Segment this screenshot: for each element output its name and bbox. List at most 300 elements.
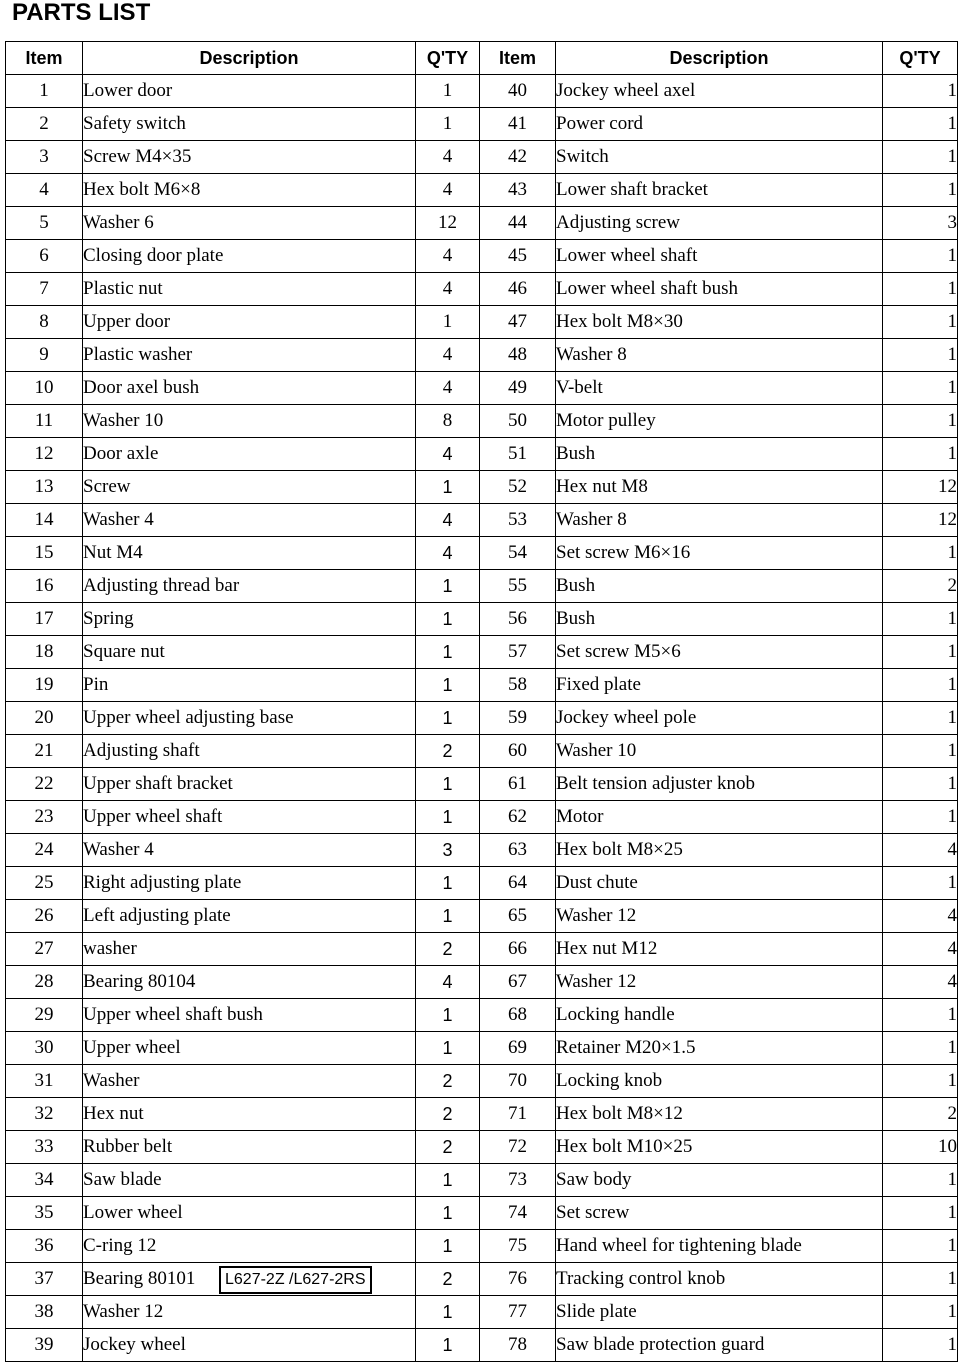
item-qty-text: 2 xyxy=(947,575,957,596)
table-row xyxy=(6,306,958,339)
item-qty-text: 2 xyxy=(442,740,453,761)
item-description xyxy=(83,900,416,933)
item-description xyxy=(556,570,883,603)
table-row xyxy=(6,174,958,207)
table-row xyxy=(6,735,958,768)
item-qty-text: 1 xyxy=(947,1301,957,1322)
item-description xyxy=(83,1296,416,1329)
item-description xyxy=(83,801,416,834)
item-description-text: Upper wheel shaft xyxy=(83,806,223,827)
item-qty-text: 1 xyxy=(947,1235,957,1256)
item-qty-text: 4 xyxy=(442,146,453,167)
item-description xyxy=(83,1032,416,1065)
item-qty xyxy=(416,141,480,174)
table-row xyxy=(6,603,958,636)
item-description-text: Lower door xyxy=(83,80,173,101)
item-qty-text: 1 xyxy=(947,542,957,563)
item-description-text: Set screw M5×6 xyxy=(556,641,681,662)
item-number xyxy=(6,801,83,834)
item-qty-text: 1 xyxy=(947,872,957,893)
item-description xyxy=(556,933,883,966)
item-qty-text: 4 xyxy=(442,542,453,563)
item-description xyxy=(556,207,883,240)
item-number-text: 36 xyxy=(34,1235,54,1256)
item-qty xyxy=(416,603,480,636)
table-row xyxy=(6,999,958,1032)
item-description-text: Plastic washer xyxy=(83,344,193,365)
item-description-text: Washer 4 xyxy=(83,839,154,860)
table-row xyxy=(6,570,958,603)
item-description-text: Switch xyxy=(556,146,609,167)
item-description xyxy=(83,405,416,438)
item-qty-text: 12 xyxy=(438,212,457,233)
item-number xyxy=(480,75,556,108)
item-qty xyxy=(883,306,958,339)
item-number-text: 70 xyxy=(508,1070,527,1091)
item-number xyxy=(480,636,556,669)
item-description-text: Door axel bush xyxy=(83,377,200,398)
item-qty xyxy=(883,933,958,966)
item-qty xyxy=(416,636,480,669)
item-number-text: 26 xyxy=(34,905,54,926)
item-number-text: 43 xyxy=(508,179,527,200)
item-qty-text: 8 xyxy=(442,410,453,431)
item-description-text: Upper shaft bracket xyxy=(83,773,233,794)
item-qty-text: 3 xyxy=(442,839,453,860)
item-number-text: 68 xyxy=(508,1004,527,1025)
item-description xyxy=(556,1263,883,1296)
item-number xyxy=(480,1230,556,1263)
item-number-text: 2 xyxy=(39,113,49,134)
item-description xyxy=(556,1065,883,1098)
item-qty xyxy=(416,1197,480,1230)
item-description-text: Adjusting shaft xyxy=(83,740,200,761)
item-description xyxy=(556,768,883,801)
item-description xyxy=(556,1230,883,1263)
item-number-text: 48 xyxy=(508,344,527,365)
item-number xyxy=(480,1263,556,1296)
item-number xyxy=(480,306,556,339)
item-qty-text: 1 xyxy=(947,1004,957,1025)
item-number xyxy=(480,1197,556,1230)
item-qty xyxy=(416,372,480,405)
item-qty xyxy=(416,900,480,933)
item-number xyxy=(6,636,83,669)
item-qty xyxy=(416,1263,480,1296)
item-description-text: Saw body xyxy=(556,1169,632,1190)
item-qty xyxy=(883,1032,958,1065)
item-description-text: Jockey wheel pole xyxy=(556,707,697,728)
item-description xyxy=(83,570,416,603)
item-number-text: 62 xyxy=(508,806,527,827)
item-description-text: Adjusting thread bar xyxy=(83,575,240,596)
item-qty-text: 4 xyxy=(442,278,453,299)
item-number-text: 25 xyxy=(34,872,54,893)
item-description xyxy=(556,240,883,273)
item-qty xyxy=(883,900,958,933)
item-qty xyxy=(883,405,958,438)
table-row xyxy=(6,405,958,438)
item-number xyxy=(6,1131,83,1164)
item-qty xyxy=(883,603,958,636)
item-number-text: 45 xyxy=(508,245,527,266)
item-description-text: Hand wheel for tightening blade xyxy=(556,1235,802,1256)
item-description-text: Tracking control knob xyxy=(556,1268,726,1289)
item-number xyxy=(6,1098,83,1131)
item-number xyxy=(480,339,556,372)
item-description xyxy=(556,636,883,669)
item-qty-text: 1 xyxy=(947,245,957,266)
item-description xyxy=(83,768,416,801)
item-description xyxy=(83,669,416,702)
item-description xyxy=(556,1098,883,1131)
item-description xyxy=(83,1329,416,1362)
item-qty xyxy=(416,669,480,702)
item-number xyxy=(6,933,83,966)
item-description-text: Plastic nut xyxy=(83,278,163,299)
item-description xyxy=(556,900,883,933)
item-number xyxy=(6,339,83,372)
item-number xyxy=(480,537,556,570)
item-qty-text: 1 xyxy=(442,806,453,827)
item-number-text: 66 xyxy=(508,938,527,959)
item-number-text: 49 xyxy=(508,377,527,398)
item-qty-text: 1 xyxy=(947,707,957,728)
item-qty-text: 3 xyxy=(947,212,957,233)
item-qty-text: 2 xyxy=(442,1136,453,1157)
table-row xyxy=(6,1032,958,1065)
item-number xyxy=(6,1164,83,1197)
item-qty-text: 1 xyxy=(442,1301,453,1322)
item-description-text: Set screw xyxy=(556,1202,630,1223)
item-qty-text: 4 xyxy=(442,377,453,398)
item-description xyxy=(83,966,416,999)
item-qty xyxy=(883,141,958,174)
item-description-text: Washer xyxy=(83,1070,140,1091)
item-qty xyxy=(883,735,958,768)
item-description xyxy=(83,1164,416,1197)
item-description xyxy=(556,1329,883,1362)
item-qty xyxy=(883,702,958,735)
item-number xyxy=(480,966,556,999)
item-description xyxy=(556,867,883,900)
item-qty xyxy=(416,735,480,768)
item-description-text: washer xyxy=(83,938,137,959)
item-qty-text: 1 xyxy=(947,1334,957,1355)
item-number-text: 5 xyxy=(39,212,49,233)
item-number xyxy=(480,999,556,1032)
item-number-text: 51 xyxy=(508,443,527,464)
item-number xyxy=(480,438,556,471)
item-qty-text: 1 xyxy=(947,278,957,299)
item-description xyxy=(83,867,416,900)
table-row xyxy=(6,273,958,306)
item-number-text: 74 xyxy=(508,1202,527,1223)
item-number-text: 58 xyxy=(508,674,527,695)
item-number xyxy=(480,933,556,966)
item-number xyxy=(6,141,83,174)
item-number xyxy=(480,702,556,735)
item-description xyxy=(556,1131,883,1164)
item-qty-text: 4 xyxy=(947,905,957,926)
header-item: Item xyxy=(480,42,556,75)
item-number-text: 78 xyxy=(508,1334,527,1355)
item-number xyxy=(6,504,83,537)
item-number xyxy=(6,1230,83,1263)
table-row xyxy=(6,537,958,570)
item-description-text: Hex nut xyxy=(83,1103,144,1124)
table-row xyxy=(6,504,958,537)
item-number xyxy=(6,867,83,900)
item-description xyxy=(83,537,416,570)
item-description-text: C-ring 12 xyxy=(83,1235,157,1256)
item-description-text: Saw blade protection guard xyxy=(556,1334,765,1355)
item-description-text: Square nut xyxy=(83,641,165,662)
item-number xyxy=(480,1065,556,1098)
item-qty xyxy=(416,1065,480,1098)
item-number xyxy=(480,1032,556,1065)
item-qty-text: 1 xyxy=(442,80,453,101)
table-row xyxy=(6,1296,958,1329)
item-number-text: 14 xyxy=(34,509,54,530)
table-row xyxy=(6,834,958,867)
item-number xyxy=(6,405,83,438)
item-description xyxy=(83,636,416,669)
item-qty xyxy=(416,75,480,108)
item-description-text: Right adjusting plate xyxy=(83,872,242,893)
item-number-text: 46 xyxy=(508,278,527,299)
item-number xyxy=(480,504,556,537)
item-number-text: 40 xyxy=(508,80,527,101)
item-number-text: 21 xyxy=(34,740,54,761)
item-description-text: Lower wheel shaft xyxy=(556,245,698,266)
item-number-text: 3 xyxy=(39,146,49,167)
item-qty-text: 1 xyxy=(947,410,957,431)
item-qty xyxy=(416,1296,480,1329)
item-qty xyxy=(883,999,958,1032)
item-description xyxy=(83,75,416,108)
item-qty xyxy=(883,372,958,405)
item-description-text: Hex bolt M8×12 xyxy=(556,1103,683,1124)
item-qty xyxy=(883,438,958,471)
item-description-text: Fixed plate xyxy=(556,674,641,695)
item-qty-text: 4 xyxy=(947,971,957,992)
item-number-text: 76 xyxy=(508,1268,527,1289)
item-qty xyxy=(883,339,958,372)
item-description xyxy=(83,735,416,768)
item-qty xyxy=(883,1098,958,1131)
item-number xyxy=(480,1131,556,1164)
item-number-text: 67 xyxy=(508,971,527,992)
item-number-text: 20 xyxy=(34,707,54,728)
item-qty xyxy=(883,537,958,570)
table-row xyxy=(6,801,958,834)
item-description-text: Power cord xyxy=(556,113,644,134)
item-description-text: V-belt xyxy=(556,377,603,398)
item-description-text: Upper door xyxy=(83,311,171,332)
parts-table xyxy=(5,41,958,1362)
item-qty xyxy=(883,1164,958,1197)
item-number-text: 11 xyxy=(34,410,54,431)
table-row xyxy=(6,933,958,966)
item-number xyxy=(480,1098,556,1131)
table-row xyxy=(6,966,958,999)
item-number-text: 64 xyxy=(508,872,527,893)
item-description xyxy=(83,1131,416,1164)
item-description-text: Hex nut M12 xyxy=(556,938,658,959)
item-qty xyxy=(416,306,480,339)
item-number-text: 17 xyxy=(34,608,54,629)
item-qty-text: 1 xyxy=(947,113,957,134)
item-description-text: Hex nut M8 xyxy=(556,476,648,497)
item-qty xyxy=(883,867,958,900)
item-description-text: Safety switch xyxy=(83,113,186,134)
item-qty-text: 1 xyxy=(442,674,453,695)
item-description xyxy=(556,504,883,537)
item-number-text: 39 xyxy=(34,1334,54,1355)
item-number-text: 19 xyxy=(34,674,54,695)
item-qty xyxy=(416,1329,480,1362)
table-row xyxy=(6,1197,958,1230)
item-description xyxy=(556,966,883,999)
item-qty-text: 1 xyxy=(442,1334,453,1355)
item-number xyxy=(480,735,556,768)
item-number xyxy=(480,768,556,801)
item-description xyxy=(556,669,883,702)
item-qty xyxy=(416,1032,480,1065)
header-item: Item xyxy=(6,42,83,75)
table-row xyxy=(6,1230,958,1263)
item-qty-text: 10 xyxy=(938,1136,957,1157)
item-description-text: Jockey wheel axel xyxy=(556,80,696,101)
item-description-text: Washer 8 xyxy=(556,344,627,365)
page-title: PARTS LIST xyxy=(12,0,151,26)
table-row xyxy=(6,1065,958,1098)
item-description-text: Washer 8 xyxy=(556,509,627,530)
item-description xyxy=(83,504,416,537)
item-description xyxy=(556,471,883,504)
bearing-alt-note: L627-2Z /L627-2RS xyxy=(219,1266,372,1294)
item-qty-text: 1 xyxy=(442,608,453,629)
item-qty xyxy=(416,273,480,306)
item-number xyxy=(6,207,83,240)
item-qty-text: 1 xyxy=(442,641,453,662)
item-number-text: 6 xyxy=(39,245,49,266)
item-qty xyxy=(416,1164,480,1197)
item-qty-text: 1 xyxy=(442,113,453,134)
item-number-text: 72 xyxy=(508,1136,527,1157)
item-description xyxy=(556,1032,883,1065)
item-qty xyxy=(416,240,480,273)
item-number-text: 9 xyxy=(39,344,49,365)
item-qty xyxy=(883,1263,958,1296)
item-description-text: Washer 4 xyxy=(83,509,154,530)
item-qty-text: 1 xyxy=(442,872,453,893)
item-qty xyxy=(416,108,480,141)
item-qty-text: 1 xyxy=(442,707,453,728)
item-qty-text: 2 xyxy=(442,938,453,959)
item-description xyxy=(556,306,883,339)
item-description-text: Locking knob xyxy=(556,1070,663,1091)
item-number-text: 18 xyxy=(34,641,54,662)
item-number xyxy=(6,438,83,471)
item-qty xyxy=(416,834,480,867)
item-number-text: 59 xyxy=(508,707,527,728)
item-qty-text: 1 xyxy=(947,1037,957,1058)
item-qty-text: 1 xyxy=(947,608,957,629)
item-description-text: Screw M4×35 xyxy=(83,146,192,167)
item-description xyxy=(556,1296,883,1329)
item-qty xyxy=(883,471,958,504)
item-qty-text: 1 xyxy=(947,806,957,827)
item-qty xyxy=(416,339,480,372)
item-qty xyxy=(883,636,958,669)
item-number-text: 12 xyxy=(34,443,54,464)
item-number xyxy=(480,405,556,438)
item-number-text: 75 xyxy=(508,1235,527,1256)
item-description xyxy=(83,999,416,1032)
item-description xyxy=(83,273,416,306)
item-qty-text: 12 xyxy=(938,476,957,497)
table-row xyxy=(6,1098,958,1131)
item-number xyxy=(480,669,556,702)
table-row xyxy=(6,339,958,372)
item-qty-text: 1 xyxy=(947,80,957,101)
item-number-text: 53 xyxy=(508,509,527,530)
item-number-text: 50 xyxy=(508,410,527,431)
item-number xyxy=(480,801,556,834)
item-qty-text: 4 xyxy=(947,839,957,860)
item-number-text: 23 xyxy=(34,806,54,827)
item-qty xyxy=(883,801,958,834)
item-number xyxy=(6,1032,83,1065)
item-description-text: Washer 6 xyxy=(83,212,154,233)
item-qty xyxy=(416,966,480,999)
item-number xyxy=(480,207,556,240)
header-description: Description xyxy=(556,42,883,75)
item-description xyxy=(83,339,416,372)
item-number-text: 32 xyxy=(34,1103,54,1124)
table-header-row xyxy=(6,42,958,75)
item-description-text: Bush xyxy=(556,443,596,464)
item-qty-text: 1 xyxy=(442,1037,453,1058)
item-qty-text: 1 xyxy=(947,1202,957,1223)
item-qty xyxy=(416,933,480,966)
item-number xyxy=(480,900,556,933)
item-description-text: Left adjusting plate xyxy=(83,905,231,926)
table-row xyxy=(6,1329,958,1362)
item-qty-text: 1 xyxy=(442,476,453,497)
item-number xyxy=(6,1329,83,1362)
item-description-text: Rubber belt xyxy=(83,1136,173,1157)
item-description xyxy=(83,834,416,867)
item-number-text: 22 xyxy=(34,773,54,794)
item-number xyxy=(6,1296,83,1329)
item-description-text: Lower wheel xyxy=(83,1202,183,1223)
table-row xyxy=(6,372,958,405)
item-number xyxy=(480,240,556,273)
table-row xyxy=(6,207,958,240)
item-description xyxy=(556,273,883,306)
item-description-text: Jockey wheel xyxy=(83,1334,186,1355)
item-description xyxy=(83,933,416,966)
item-description-text: Bearing 80101 xyxy=(83,1268,196,1289)
item-description-text: Door axle xyxy=(83,443,159,464)
item-qty xyxy=(416,999,480,1032)
item-number-text: 57 xyxy=(508,641,527,662)
item-qty-text: 1 xyxy=(947,1169,957,1190)
item-number xyxy=(6,1197,83,1230)
